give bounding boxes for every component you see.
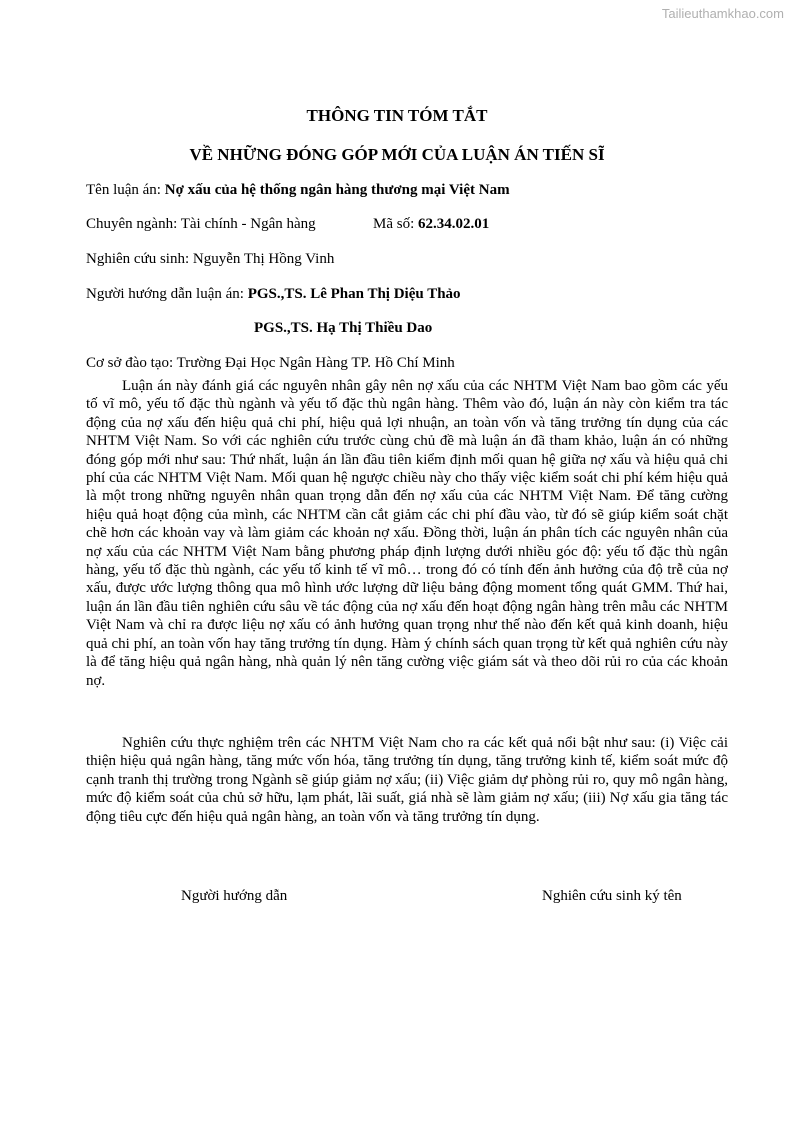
code-value: 62.34.02.01 [418, 216, 490, 232]
advisor-name-1: PGS.,TS. Lê Phan Thị Diệu Thảo [247, 286, 461, 302]
advisor-name-2: PGS.,TS. Hạ Thị Thiều Dao [254, 320, 433, 336]
advisor-label: Người hướng dẫn luận án: [86, 286, 248, 302]
thesis-title: Nợ xấu của hệ thống ngân hàng thương mại Việt Nam [164, 182, 510, 198]
thesis-name-line [86, 182, 510, 199]
student-line: Nghiên cứu sinh: Nguyễn Thị Hồng Vinh [86, 251, 335, 267]
paragraph-2: Nghiên cứu thực nghiệm trên các NHTM Việt Nam cho ra các kết quả nổi bật như sau: (i) Việc cải thiện hiệu quả ngân hàng, tăng mức vốn hóa, tăng trưởng tín dụng, tăng trưởng kinh tế, kiểm soát mức độ cạnh tranh thị trường trong Ngành sẽ giúp giảm nợ xấu; (ii) Việc giảm dự phòng rủi ro, quy mô ngân hàng, mức độ kiểm soát của chủ sở hữu, lạm phát, lãi suất, giá nhà sẽ làm giảm nợ xấu; (iii) Nợ xấu gia tăng tác động tiêu cực đến hiệu quả ngân hàng, an toàn vốn và tăng trưởng tín dụng. [86, 735, 728, 825]
signature-advisor: Người hướng dẫn [181, 888, 288, 904]
code-label: Mã số: [373, 216, 418, 232]
paragraph-1: Luận án này đánh giá các nguyên nhân gây nên nợ xấu của các NHTM Việt Nam bao gồm các yếu tố vĩ mô, yếu tố đặc thù ngành và yếu tố đặc thù ngân hàng. Thêm vào đó, luận án này còn kiểm tra tác động của nợ xấu đến hiệu quả chi phí, hiệu quả lợi nhuận, an toàn vốn và tăng trưởng tín dụng của các NHTM Việt Nam. So với các nghiên cứu trước cùng chủ đề mà luận án đã tham khảo, luận án có những đóng góp mới như sau: Thứ nhất, luận án lần đầu tiên kiểm định mối quan hệ giữa nợ xấu và hiệu quả chi phí của các NHTM Việt Nam. Mối quan hệ ngược chiều này cho thấy việc kiểm soát chi phí kém hiệu quả là một trong những nguyên nhân quan trọng dẫn đến nợ xấu của các NHTM Việt Nam. Để tăng cường hiệu quả hoạt động của mình, các NHTM cần cắt giảm các chi phí đầu vào, từ đó sẽ giúp kiểm soát chặt chẽ hơn các khoản vay và làm giảm các khoản nợ xấu. Đồng thời, luận án phân tích các nguyên nhân của nợ xấu của các NHTM Việt Nam bằng phương pháp định lượng dưới nhiều góc độ: yếu tố đặc thù ngân hàng, yếu tố đặc thù ngành, các yếu tố kinh tế vĩ mô… trong đó có tính đến ảnh hưởng của độ trễ của nợ xấu, được ước lượng thông qua mô hình ước lượng dữ liệu bảng động moment tổng quát GMM. Thứ hai, luận án lần đầu tiên nghiên cứu sâu về tác động của nợ xấu đến hoạt động ngân hàng trên mẫu các NHTM Việt Nam và chỉ ra được liệu nợ xấu có ảnh hưởng quan trọng như thế nào đến kết quả kinh doanh, hiệu quả chi phí, an toàn vốn hay tăng trưởng tín dụng. Hàm ý chính sách quan trọng từ kết quả nghiên cứu này là để tăng hiệu quả ngân hàng, nhà quản lý nên tăng cường việc giám sát và theo dõi rủi ro của các khoản nợ. [86, 378, 728, 689]
major-line [86, 216, 506, 233]
major-label: Chuyên ngành: Tài chính - Ngân hàng [86, 216, 316, 232]
thesis-label: Tên luận án: [86, 182, 165, 198]
code-field [373, 216, 489, 233]
advisor-line [86, 286, 461, 303]
watermark: Tailieuthamkhao.com [661, 6, 784, 21]
title-line-1: THÔNG TIN TÓM TẮT [306, 106, 488, 125]
signature-student: Nghiên cứu sinh ký tên [542, 888, 682, 904]
title-line-2: VỀ NHỮNG ĐÓNG GÓP MỚI CỦA LUẬN ÁN TIẾN SĨ [189, 145, 605, 164]
institution-line: Cơ sở đào tạo: Trường Đại Học Ngân Hàng TP. Hồ Chí Minh [86, 355, 455, 371]
